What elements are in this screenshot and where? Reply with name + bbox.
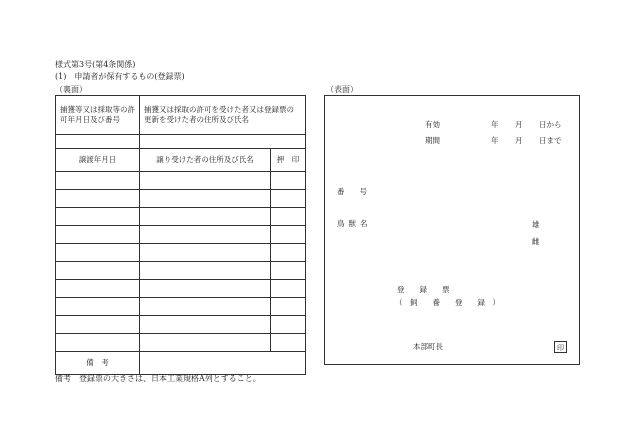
female-label: 雌 [532, 237, 540, 246]
until-day: 日まで [539, 136, 562, 145]
transfer-date-header: 譲渡年月日 [56, 149, 140, 172]
male-label: 雄 [532, 220, 540, 229]
registration-title: 登 録 票 [397, 285, 450, 294]
permit-date-number-header: 捕獲等又は採取等の許可年月日及び番号 [56, 96, 140, 135]
transferee-header: 譲り受けた者の住所及び氏名 [140, 149, 271, 172]
table-row [56, 172, 306, 190]
seal-stamp-box: 印 [554, 341, 567, 353]
remarks-row [56, 352, 306, 375]
table-row [56, 334, 306, 352]
back-side-label: （裏面） [55, 85, 87, 94]
front-side-label: （表面） [326, 85, 358, 94]
table-row [56, 298, 306, 316]
seal-header: 押 印 [271, 149, 306, 172]
back-side-table [55, 95, 306, 375]
transfer-header-row [56, 149, 306, 172]
validity-label-2: 期間 [425, 136, 440, 145]
registration-type: （ 飼 養 登 録 ） [395, 298, 500, 307]
from-year: 年 [491, 120, 499, 129]
from-day: 日から [539, 120, 562, 129]
permit-entry-row [56, 135, 306, 149]
remarks-label: 備 考 [56, 352, 140, 375]
until-year: 年 [491, 136, 499, 145]
table-row [56, 316, 306, 334]
table-row [56, 190, 306, 208]
front-side-box [324, 95, 580, 365]
footer-note: 備考 登録票の大きさは、日本工業規格A列とすること。 [55, 374, 261, 383]
table-row [56, 226, 306, 244]
table-row [56, 244, 306, 262]
validity-label-1: 有効 [425, 120, 440, 129]
number-label: 番 号 [337, 187, 367, 196]
form-number: 様式第3号(第4条関係) [55, 60, 136, 69]
permit-header-row [56, 96, 306, 135]
table-row [56, 208, 306, 226]
until-month: 月 [515, 136, 523, 145]
remarks-value [140, 352, 306, 375]
permit-holder-header: 捕獲又は採取の許可を受けた者又は登録票の更新を受けた者の住所及び氏名 [140, 96, 306, 135]
issuer-name: 本部町長 [413, 342, 443, 351]
form-subtitle: (1) 申請者が保有するもの(登録票) [55, 72, 185, 81]
table-row [56, 262, 306, 280]
species-label: 鳥獣名 [337, 219, 372, 228]
table-row [56, 280, 306, 298]
from-month: 月 [515, 120, 523, 129]
